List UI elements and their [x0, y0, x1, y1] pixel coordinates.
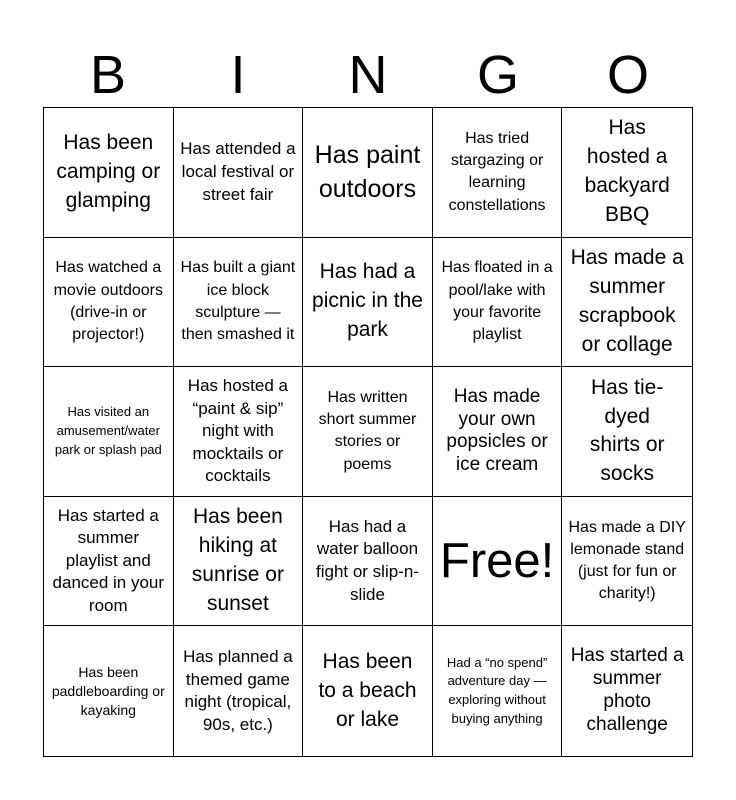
bingo-cell-r3c4[interactable]: [433, 367, 563, 497]
cell-text: Has been hiking at sunrise or sunset: [191, 505, 284, 616]
bingo-cell-r4c3[interactable]: [303, 497, 433, 627]
header-letter-i: I: [230, 45, 246, 105]
cell-text: Has planned a themed game night (tropical, 90s, etc.): [183, 646, 293, 734]
cell-text: Has made your own popsicles or ice cream: [446, 385, 548, 476]
bingo-cell-r2c1[interactable]: [44, 238, 174, 368]
cell-text: Has attended a local festival or street fair: [180, 139, 296, 204]
bingo-cell-r1c1[interactable]: [44, 108, 174, 238]
bingo-cell-r3c1[interactable]: [44, 367, 174, 497]
cell-text: Has tie-dyed shirts or socks: [589, 375, 665, 486]
bingo-cell-r1c3[interactable]: [303, 108, 433, 238]
cell-text: Has hosted a “paint & sip” night with mocktails or cocktails: [187, 375, 288, 486]
cell-text: Has floated in a pool/lake with your favorite playlist: [441, 259, 553, 344]
cell-text: Has been paddleboarding or kayaking: [51, 663, 165, 718]
bingo-cell-r4c4-free[interactable]: [433, 497, 563, 627]
bingo-grid: [43, 107, 693, 757]
bingo-cell-r2c2[interactable]: [174, 238, 304, 368]
bingo-cell-r5c2[interactable]: [174, 626, 304, 756]
cell-text: Had a “no spend” adventure day — exploring without buying anything: [446, 654, 548, 727]
cell-text: Has been camping or glamping: [56, 130, 161, 212]
cell-text: Has made a summer scrapbook or collage: [570, 245, 684, 356]
cell-text: Has had a picnic in the park: [312, 260, 423, 342]
cell-text: Has started a summer playlist and danced in your room: [52, 505, 165, 615]
bingo-cell-r1c5 c5[interactable]: [562, 108, 692, 238]
free-space-text: Free!: [439, 533, 555, 588]
bingo-cell-r3c3[interactable]: [303, 367, 433, 497]
header-letter-b: B: [89, 45, 127, 105]
cell-text: Has built a giant ice block sculpture — then smashed it: [180, 259, 296, 344]
cell-text: Has had a water balloon fight or slip-n-slide: [315, 516, 419, 604]
cell-text: Has visited an amusement/water park or splash pad: [54, 404, 162, 457]
cell-text: Has watched a movie outdoors (drive-in or projector!): [53, 259, 163, 344]
bingo-cell-r5c1[interactable]: [44, 626, 174, 756]
header-letter-n: N: [348, 45, 388, 105]
bingo-cell-r2c3[interactable]: [303, 238, 433, 368]
bingo-cell-r4c2[interactable]: [174, 497, 304, 627]
bingo-cell-r5c3[interactable]: [303, 626, 433, 756]
bingo-cell-r2c5[interactable]: [562, 238, 692, 368]
bingo-cell-r4c1[interactable]: [44, 497, 174, 627]
bingo-cell-r2c4[interactable]: [433, 238, 563, 368]
bingo-cell-r1c2[interactable]: [174, 108, 304, 238]
header-letter-o: O: [606, 45, 649, 105]
bingo-cell-r1c4[interactable]: [433, 108, 563, 238]
cell-text: Has tried stargazing or learning constellations: [448, 129, 546, 214]
cell-text: Has made a DIY lemonade stand (just for fun or charity!): [568, 518, 686, 603]
cell-text: Has hosted a backyard BBQ: [584, 116, 670, 227]
bingo-header: [43, 40, 693, 108]
bingo-cell-r3c5[interactable]: [562, 367, 692, 497]
bingo-cell-r5c4[interactable]: [433, 626, 563, 756]
cell-text: Has paint outdoors: [314, 140, 421, 204]
bingo-cell-r3c2[interactable]: [174, 367, 304, 497]
bingo-cell-r4c5[interactable]: [562, 497, 692, 627]
cell-text: Has been to a beach or lake: [318, 649, 417, 731]
bingo-cell-r5c5[interactable]: [562, 626, 692, 756]
header-letter-g: G: [476, 45, 519, 105]
cell-text: Has started a summer photo challenge: [570, 645, 684, 736]
cell-text: Has written short summer stories or poems: [318, 389, 417, 473]
